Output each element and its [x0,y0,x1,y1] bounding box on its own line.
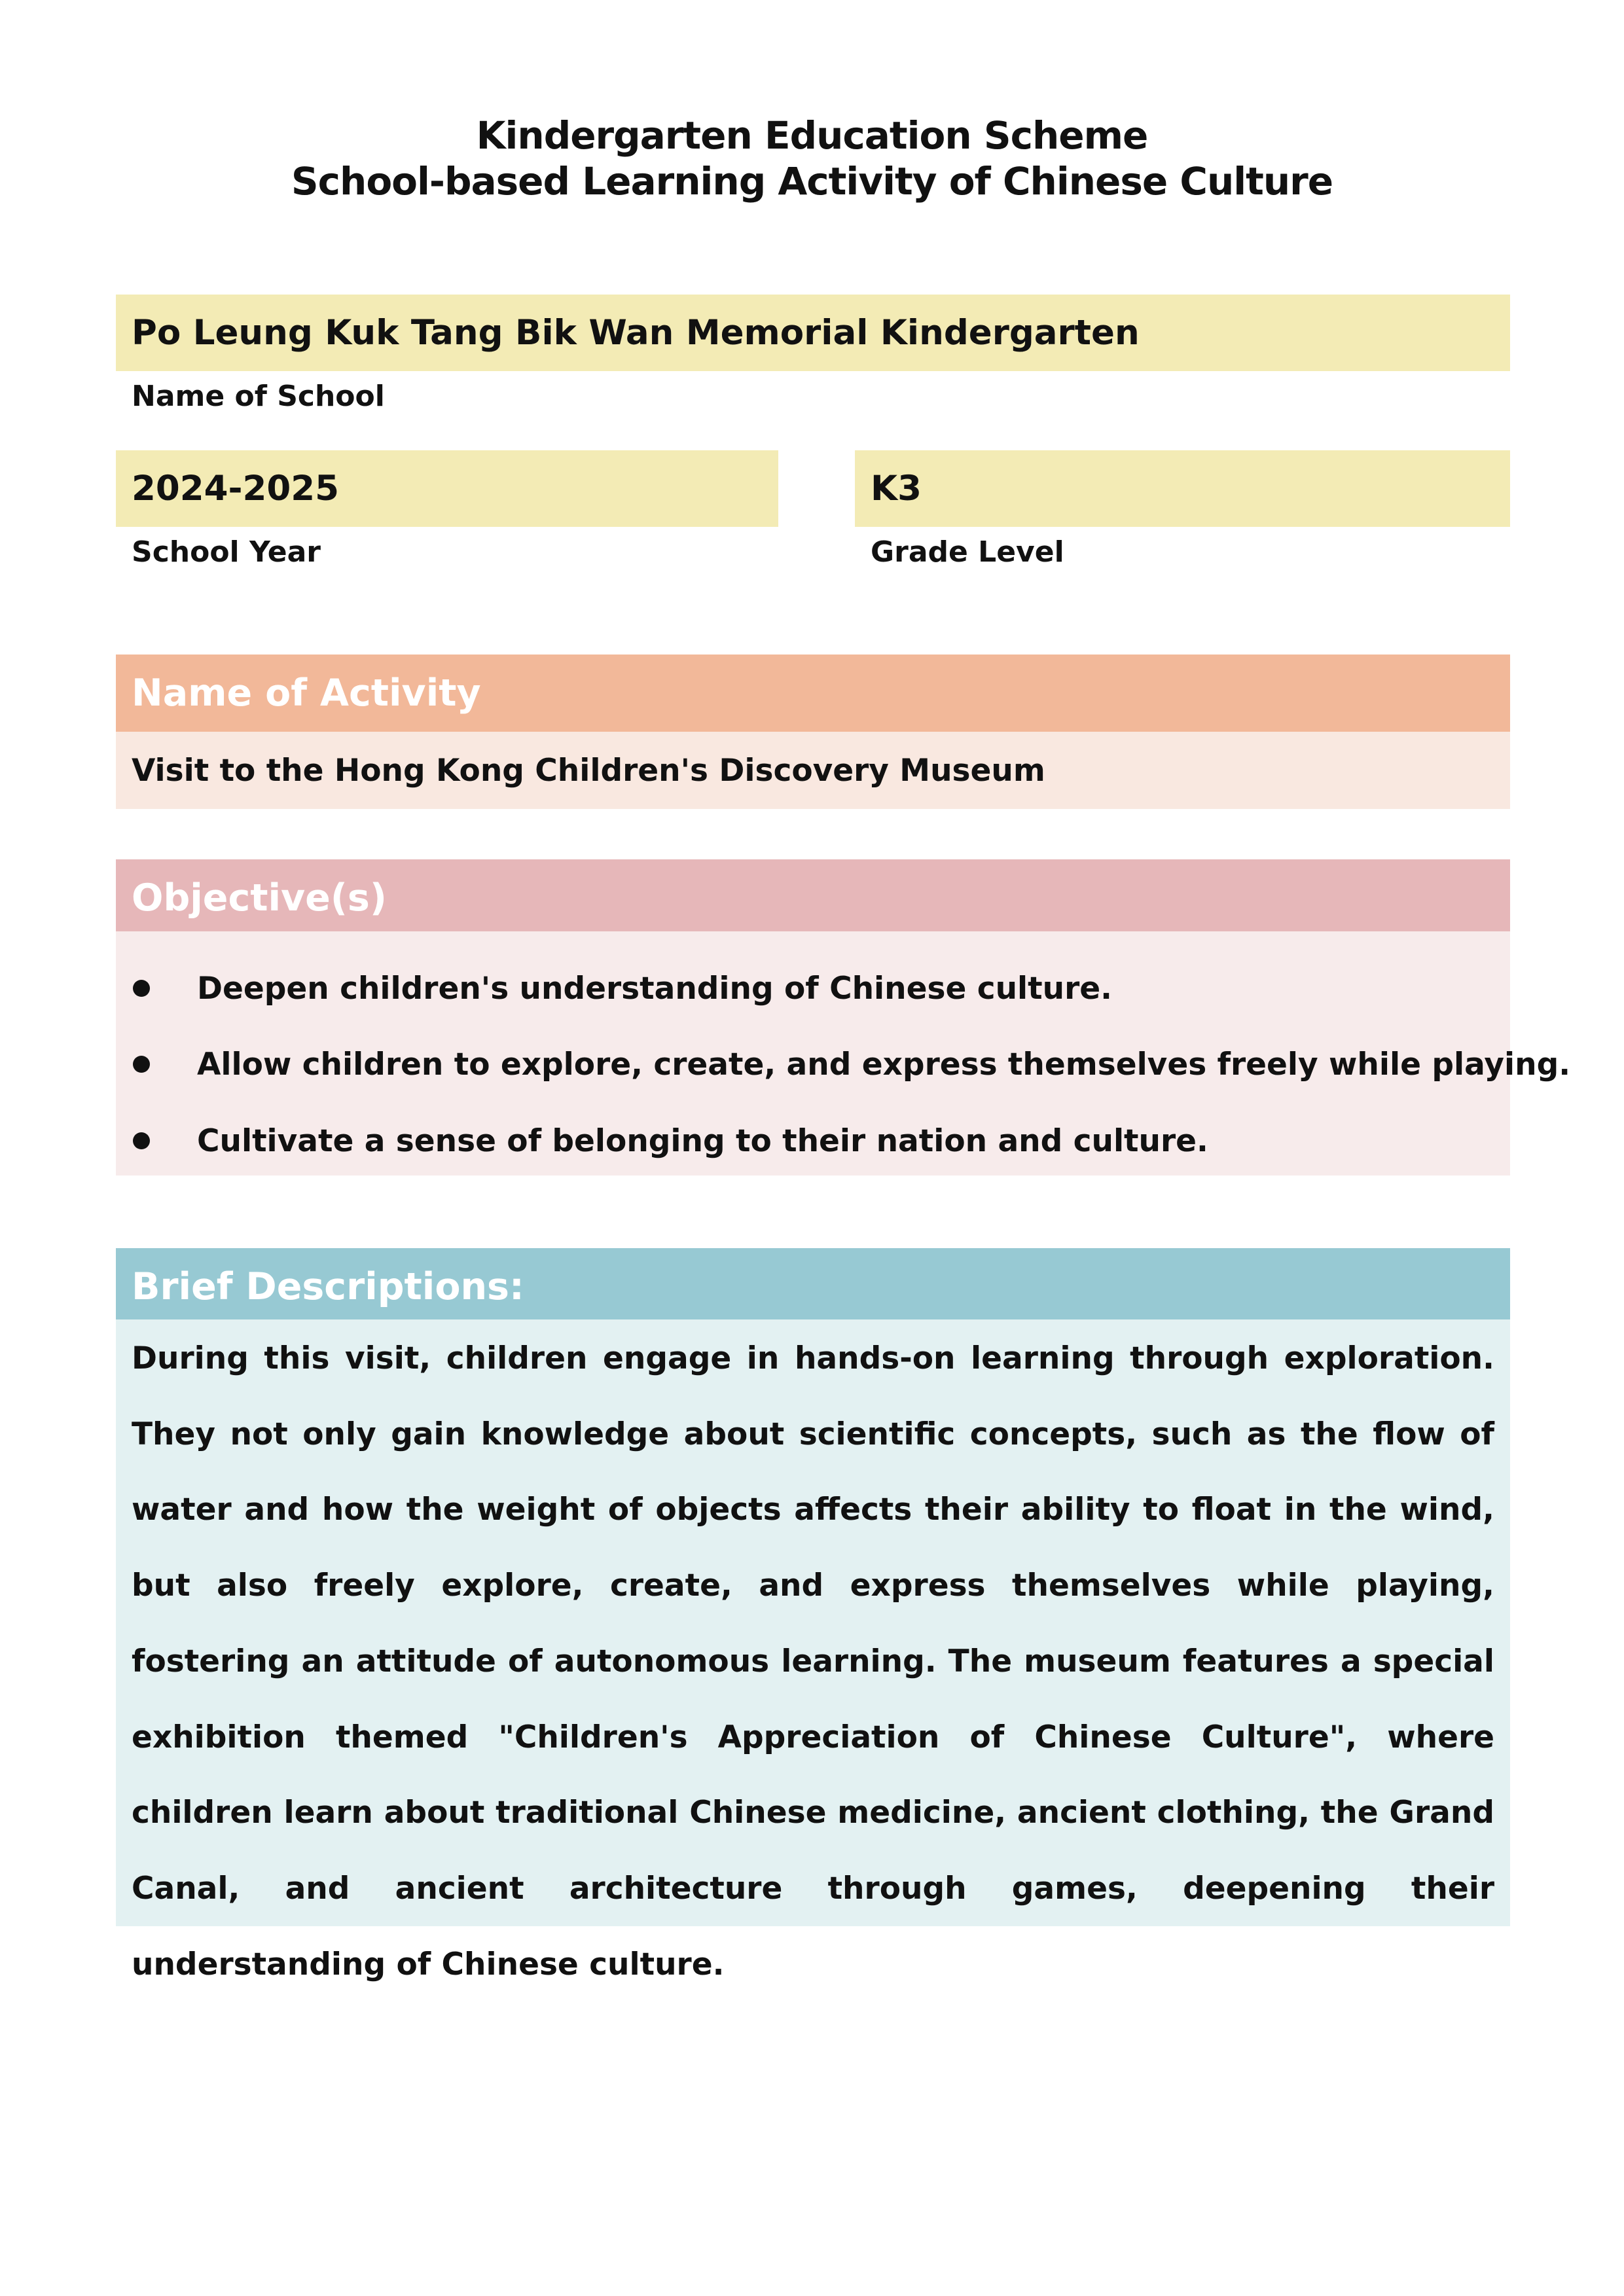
objective-text: Allow children to explore, create, and express themselves freely while playing. [197,1046,1571,1083]
school-year-label: School Year [132,535,321,569]
grade-level-band [855,450,1510,527]
description-header [116,1248,1510,1325]
bullet-icon [133,980,150,997]
objective-text: Cultivate a sense of belonging to their nation and culture. [197,1122,1208,1159]
bullet-icon [133,1056,150,1073]
page-title [0,113,1624,204]
bullet-icon [133,1132,150,1149]
description-heading: Brief Descriptions: [132,1265,524,1308]
activity-header [116,655,1510,732]
title-line-2: School-based Learning Activity of Chinese Culture [291,159,1333,204]
objectives-heading: Objective(s) [132,876,387,920]
objectives-list [116,931,1571,1175]
activity-heading: Name of Activity [132,672,481,715]
description-text: During this visit, children engage in hands-on learning through exploration. They not only gain knowledge about scientific concepts, such as the flow of water and how the weight of objects affects their ability to float in the wind, but also freely explore, create, and express themselves while playing, fostering an attitude of autonomous learning. The museum features a special exhibition themed "Children's Appreciation of Chinese Culture", where children learn about traditional Chinese medicine, ancient clothing, the Grand Canal, and ancient architecture through games, deepening their understanding of Chinese culture. [132,1340,1494,1982]
objective-text: Deepen children's understanding of Chinese culture. [197,970,1112,1007]
school-year-band [116,450,778,527]
school-name-value: Po Leung Kuk Tang Bik Wan Memorial Kindergarten [132,313,1140,353]
objective-item [116,1121,1510,1160]
school-name-label: Name of School [132,380,385,413]
objective-item [116,1045,1571,1084]
objective-item [116,969,1510,1008]
activity-body [116,732,1510,809]
school-name-band [116,295,1510,371]
description-body [116,1319,1510,1982]
objectives-header [116,859,1510,937]
school-year-value: 2024-2025 [132,469,340,509]
grade-level-label: Grade Level [871,535,1064,569]
title-line-1: Kindergarten Education Scheme [476,113,1148,158]
activity-name: Visit to the Hong Kong Children's Discovery Museum [132,752,1045,789]
grade-level-value: K3 [871,469,922,509]
